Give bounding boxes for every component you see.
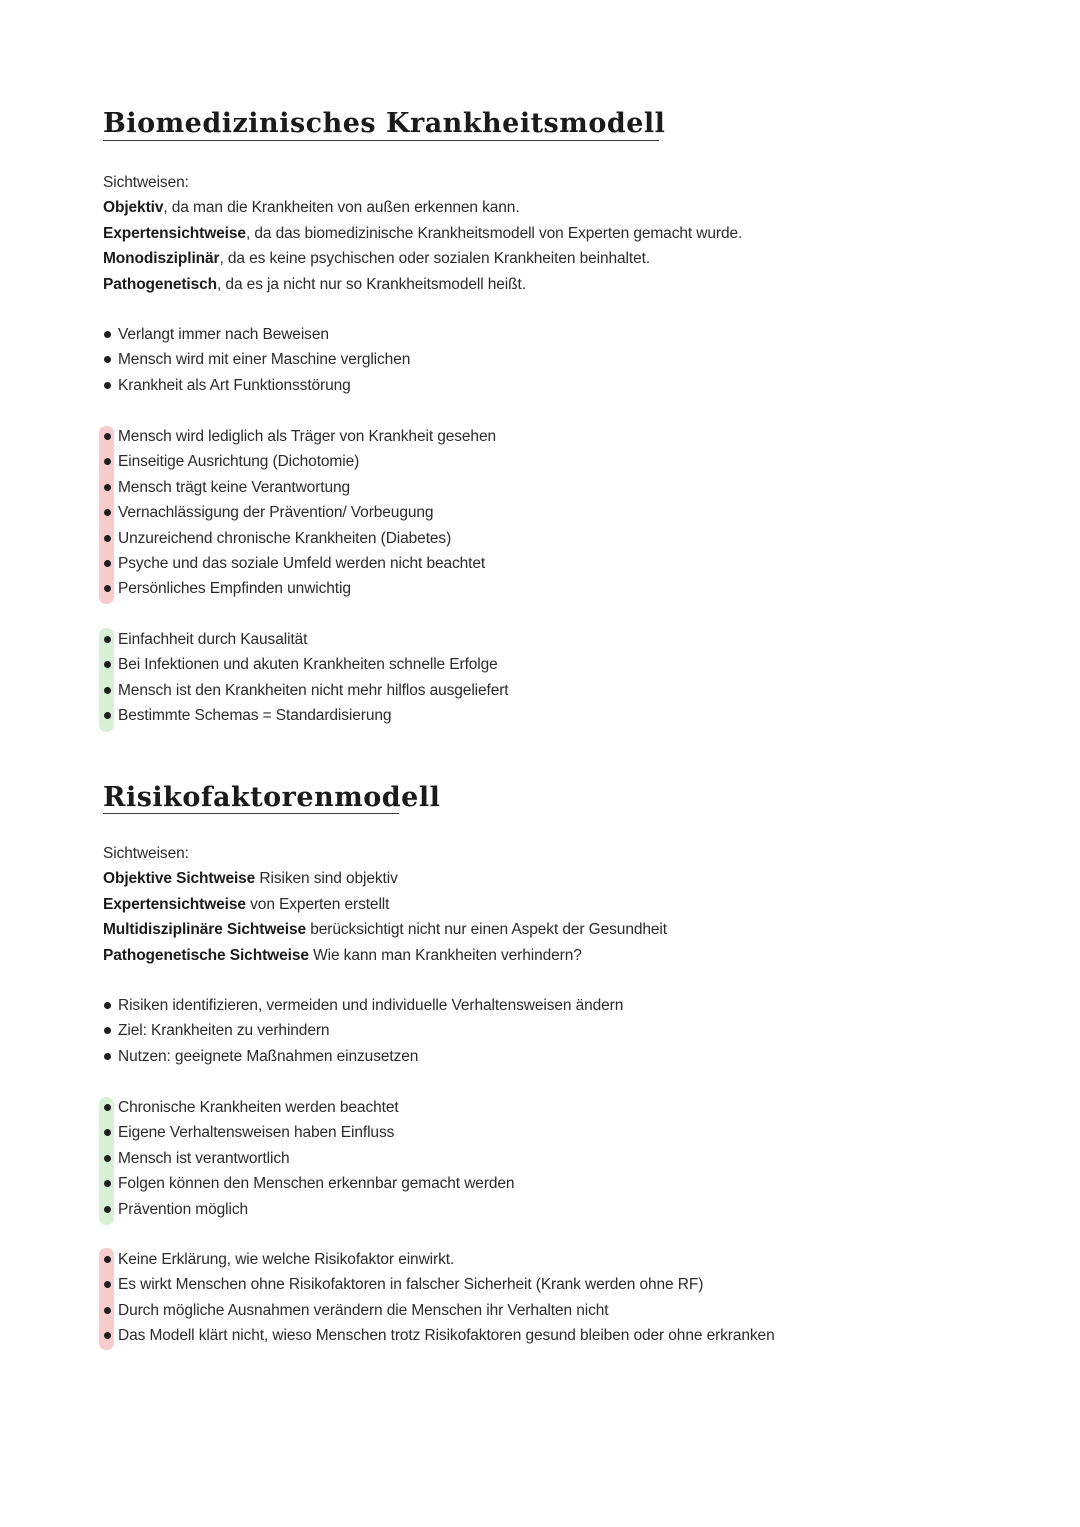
list-item [103,1298,775,1323]
sichtweise-line [103,866,667,891]
list-item-text: Es wirkt Menschen ohne Risikofaktoren in falscher Sicherheit (Krank werden ohne RF) [118,1276,704,1294]
sichtweise-line [103,221,742,246]
bullet-icon [104,484,111,491]
bullet-icon [104,331,111,338]
bullet-list-pros [103,1095,514,1222]
sichtweise-text: , da es keine psychischen oder sozialen Krankheiten beinhaltet. [219,250,651,268]
sichtweisen-block [103,170,742,297]
list-item-text: Mensch trägt keine Verantwortung [118,478,351,496]
list-item [103,1018,623,1043]
sichtweise-text: , da man die Krankheiten von außen erkennen kann. [163,199,520,217]
sichtweise-line [103,272,742,297]
bullet-icon [104,712,111,719]
list-item [103,475,496,500]
sichtweise-term: Monodisziplinär [103,250,220,268]
bullet-icon [104,535,111,542]
sichtweise-term: Expertensichtweise [103,224,246,242]
bullet-icon [104,458,111,465]
list-item [103,1095,514,1120]
bullet-icon [104,1307,111,1314]
bullet-list-features [103,993,623,1069]
title-underline [103,140,659,141]
sichtweise-line [103,917,667,942]
list-item-text: Persönliches Empfinden unwichtig [118,580,351,598]
list-item-text: Verlangt immer nach Beweisen [118,326,329,343]
bullet-icon [104,661,111,668]
list-item [103,652,509,677]
list-item-text: Das Modell klärt nicht, wieso Menschen trotz Risikofaktoren gesund bleiben oder ohne erkranken [118,1327,775,1345]
list-item [103,1146,514,1171]
bullet-icon [104,1206,111,1213]
sichtweise-term: Multidisziplinäre Sichtweise [103,921,307,939]
list-item-text: Folgen können den Menschen erkennbar gemacht werden [118,1175,515,1193]
bullet-icon [104,1155,111,1162]
list-item-text: Mensch wird lediglich als Träger von Krankheit gesehen [118,428,496,445]
list-item-text: Risiken identifizieren, vermeiden und individuelle Verhaltensweisen ändern [118,997,624,1014]
sichtweise-term: Expertensichtweise [103,895,246,913]
list-item [103,551,496,576]
list-item-text: Nutzen: geeignete Maßnahmen einzusetzen [118,1047,419,1065]
list-item [103,449,496,474]
bullet-icon [104,1104,111,1111]
sichtweise-text: Wie kann man Krankheiten verhindern? [308,946,582,964]
list-item-text: Prävention möglich [118,1200,249,1218]
bullet-icon [104,560,111,567]
sichtweise-text: von Experten erstellt [245,895,390,913]
list-item [103,424,496,449]
bullet-icon [104,585,111,592]
list-item-text: Einseitige Ausrichtung (Dichotomie) [118,453,360,471]
sichtweise-text: , da es ja nicht nur so Krankheitsmodell heißt. [217,275,526,293]
list-item-text: Chronische Krankheiten werden beachtet [118,1099,399,1116]
list-item [103,1272,775,1297]
list-item-text: Unzureichend chronische Krankheiten (Diabetes) [118,529,452,547]
list-item [103,703,509,728]
list-item [103,1171,514,1196]
title-underline [103,813,399,814]
list-item-text: Bei Infektionen und akuten Krankheiten schnelle Erfolge [118,656,498,674]
bullet-icon [104,1129,111,1136]
list-item [103,1120,514,1145]
list-item [103,1247,775,1272]
bullet-icon [104,1332,111,1339]
list-item [103,1197,514,1222]
list-item [103,627,509,652]
list-item [103,993,623,1018]
list-item-text: Eigene Verhaltensweisen haben Einfluss [118,1124,395,1142]
bullet-icon [104,1281,111,1288]
sichtweisen-block [103,841,667,968]
bullet-icon [104,1027,111,1034]
section-title-biomedizinisch: Biomedizinisches Krankheitsmodell [103,108,666,139]
bullet-icon [104,433,111,440]
list-item-text: Mensch ist den Krankheiten nicht mehr hilflos ausgeliefert [118,681,509,699]
list-item [103,576,496,601]
list-item-text: Ziel: Krankheiten zu verhindern [118,1022,330,1040]
bullet-icon [104,1002,111,1009]
list-item [103,678,509,703]
list-item-text: Durch mögliche Ausnahmen verändern die Menschen ihr Verhalten nicht [118,1301,609,1319]
bullet-icon [104,509,111,516]
sichtweise-text: Risiken sind objektiv [255,870,398,888]
list-item-text: Krankheit als Art Funktionsstörung [118,376,351,394]
bullet-icon [104,382,111,389]
sichtweise-text: berücksichtigt nicht nur einen Aspekt der Gesundheit [306,921,667,939]
list-item-text: Einfachheit durch Kausalität [118,631,308,648]
list-item [103,1323,775,1348]
bullet-list-cons [103,424,496,602]
list-item-text: Mensch ist verantwortlich [118,1149,290,1167]
list-item [103,322,410,347]
sichtweise-term: Pathogenetisch [103,275,218,293]
sichtweise-line [103,943,667,968]
bullet-icon [104,356,111,363]
sichtweise-line [103,246,742,271]
sichtweise-term: Objektive Sichtweise [103,870,256,888]
list-item-text: Mensch wird mit einer Maschine verglichen [118,351,411,369]
bullet-icon [104,1180,111,1187]
list-item-text: Keine Erklärung, wie welche Risikofaktor einwirkt. [118,1251,455,1268]
list-item [103,373,410,398]
list-item [103,500,496,525]
sichtweisen-label: Sichtweisen: [103,174,189,191]
sichtweise-line [103,892,667,917]
list-item-text: Psyche und das soziale Umfeld werden nicht beachtet [118,554,486,572]
bullet-icon [104,687,111,694]
sichtweise-term: Objektiv [103,199,164,217]
bullet-icon [104,636,111,643]
sichtweisen-label: Sichtweisen: [103,845,189,862]
sichtweise-line [103,195,742,220]
list-item [103,1044,623,1069]
list-item-text: Vernachlässigung der Prävention/ Vorbeugung [118,504,434,522]
list-item-text: Bestimmte Schemas = Standardisierung [118,707,392,725]
bullet-list-features [103,322,410,398]
list-item [103,347,410,372]
bullet-icon [104,1053,111,1060]
sichtweise-term: Pathogenetische Sichtweise [103,946,309,964]
list-item [103,526,496,551]
bullet-list-cons [103,1247,775,1349]
bullet-icon [104,1256,111,1263]
section-title-risikofaktoren: Risikofaktorenmodell [103,782,441,813]
sichtweise-text: , da das biomedizinische Krankheitsmodell von Experten gemacht wurde. [245,224,743,242]
bullet-list-pros [103,627,509,729]
